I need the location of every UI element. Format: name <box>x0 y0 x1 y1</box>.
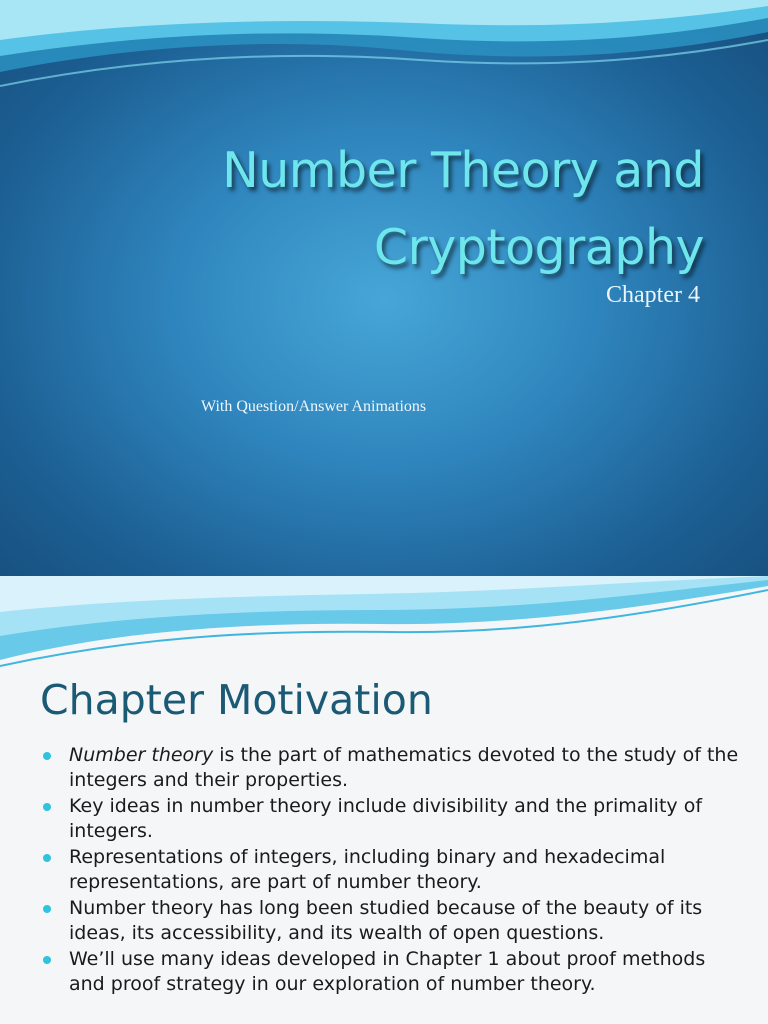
bullet-text: Representations of integers, including binary and hexadecimal representations, are part of number theory. <box>69 846 666 893</box>
bullet-item <box>42 896 742 946</box>
bullet-text: is the part of mathematics devoted to the study of the integers and their properties. <box>69 744 739 791</box>
slide-title <box>222 132 704 286</box>
slide-title-line1: Number Theory and <box>222 142 704 199</box>
bullet-list <box>42 743 742 998</box>
header-wave-decoration <box>0 576 768 671</box>
bullet-item <box>42 743 742 793</box>
bullet-icon <box>43 854 51 862</box>
slide-title-line2: Cryptography <box>373 219 704 276</box>
bullet-item <box>42 845 742 895</box>
bullet-icon <box>43 956 51 964</box>
bullet-icon <box>43 752 51 760</box>
bullet-lead: Number theory <box>69 744 214 766</box>
bullet-text: We’ll use many ideas developed in Chapter 1 about proof methods and proof strategy in our exploration of number theory. <box>69 948 706 995</box>
header-wave-decoration <box>0 0 768 110</box>
bullet-icon <box>43 905 51 913</box>
slide-title: Chapter Motivation <box>40 676 433 724</box>
content-slide <box>0 576 768 1024</box>
slide-note: With Question/Answer Animations <box>201 398 427 415</box>
bullet-text: Number theory has long been studied because of the beauty of its ideas, its accessibility, and its wealth of open questions. <box>69 897 703 944</box>
bullet-item <box>42 947 742 997</box>
bullet-item <box>42 794 742 844</box>
bullet-icon <box>43 803 51 811</box>
slide-subtitle: Chapter 4 <box>606 282 700 308</box>
bullet-text: Key ideas in number theory include divisibility and the primality of integers. <box>69 795 703 842</box>
